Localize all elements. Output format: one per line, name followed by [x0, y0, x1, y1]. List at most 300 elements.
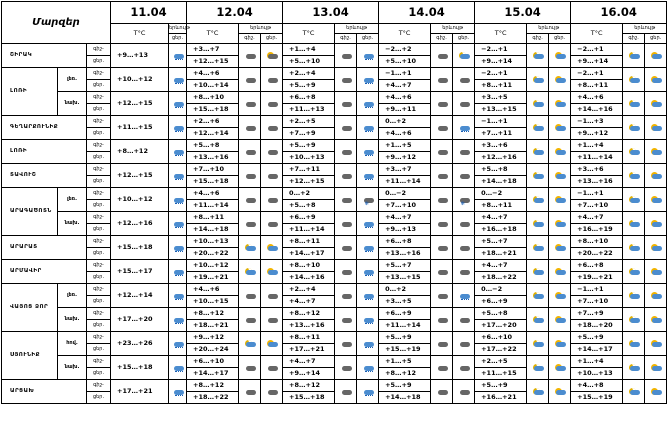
rain-icon	[172, 100, 184, 108]
temperature-cell: +5…+9	[379, 332, 431, 344]
weather-day-cell	[453, 140, 475, 164]
temperature-cell: +3…+5	[379, 296, 431, 308]
temperature-cell: +4…+7	[571, 212, 623, 224]
time-of-day: ցեր.	[87, 344, 111, 356]
rain-icon	[172, 388, 184, 396]
cloud-icon	[436, 124, 448, 132]
temperature-cell: +10…+12	[111, 68, 169, 92]
cloud-icon	[458, 388, 470, 396]
temperature-cell: +15…+18	[111, 236, 169, 260]
weather-cell	[169, 44, 187, 68]
temperature-cell: +4…+7	[475, 212, 527, 224]
weather-day-cell	[357, 284, 379, 308]
cloud-icon	[436, 340, 448, 348]
moon-icon	[628, 292, 640, 300]
weather-night-cell	[431, 236, 453, 260]
temperature-cell: +14…+18	[475, 176, 527, 188]
moon-icon	[628, 220, 640, 228]
temperature-cell: +1…+4	[283, 44, 335, 56]
temperature-cell: +6…+8	[283, 92, 335, 104]
weather-day-cell	[645, 308, 667, 332]
weather-night-cell	[527, 356, 549, 380]
cloud-icon	[244, 364, 256, 372]
date-header: 11.04	[111, 2, 187, 24]
sun-cloud-icon	[650, 172, 662, 180]
subregion-name: նախ.	[58, 212, 87, 236]
moon-icon	[532, 172, 544, 180]
cloud-icon	[340, 268, 352, 276]
temperature-cell: +9…+13	[379, 224, 431, 236]
temperature-cell: +12…+16	[111, 212, 169, 236]
sun-cloud-icon	[554, 124, 566, 132]
temperature-cell: +10…+12	[111, 188, 169, 212]
weather-day-cell	[453, 284, 475, 308]
sun-cloud-icon	[554, 388, 566, 396]
temperature-cell: +7…+10	[571, 200, 623, 212]
weather-night-cell	[431, 68, 453, 92]
weather-day-cell	[357, 140, 379, 164]
temperature-cell: +16…+19	[571, 224, 623, 236]
cloud-icon	[436, 244, 448, 252]
region-name: ԼՈՌԻ	[2, 68, 58, 116]
temperature-cell: +14…+18	[187, 224, 239, 236]
temperature-cell: +11…+14	[571, 152, 623, 164]
weather-night-cell	[335, 140, 357, 164]
time-of-day: գիշ-	[87, 380, 111, 392]
rain-icon	[172, 244, 184, 252]
cloud-icon	[266, 148, 278, 156]
temperature-cell: +11…+14	[379, 320, 431, 332]
weather-night-cell	[335, 332, 357, 356]
moon-icon	[628, 364, 640, 372]
cloud-icon	[458, 220, 470, 228]
weather-day-cell	[261, 68, 283, 92]
time-of-day: գիշ-	[87, 212, 111, 224]
weather-day-cell	[357, 332, 379, 356]
weather-night-cell	[239, 236, 261, 260]
temperature-cell: 0…+2	[379, 284, 431, 296]
temperature-cell: +13…+16	[571, 176, 623, 188]
rain-icon	[172, 364, 184, 372]
temperature-cell: +10…+13	[283, 152, 335, 164]
weather-night-cell	[527, 164, 549, 188]
temperature-cell: +14…+17	[571, 344, 623, 356]
temperature-cell: 0…−2	[379, 188, 431, 200]
weather-night-cell	[527, 140, 549, 164]
weather-night-cell	[239, 44, 261, 68]
weather-night-cell	[239, 164, 261, 188]
weather-night-cell	[335, 308, 357, 332]
time-of-day: գիշ-	[87, 188, 111, 200]
temperature-cell: +2…+4	[283, 68, 335, 80]
region-name: ԱՐՄԱՎԻՐ	[2, 260, 87, 284]
sun-cloud-icon	[554, 340, 566, 348]
temperature-cell: +13…+15	[475, 104, 527, 116]
region-name: ՍՅՈՒՆԻՔ	[2, 332, 58, 380]
weather-night-cell	[335, 92, 357, 116]
rain-icon	[172, 196, 184, 204]
temperature-cell: +19…+21	[187, 272, 239, 284]
subregion-name: նախ.	[58, 308, 87, 332]
sun-cloud-icon	[554, 244, 566, 252]
temperature-cell: +1…+4	[571, 140, 623, 152]
moon-icon	[628, 76, 640, 84]
weather-night-cell	[239, 140, 261, 164]
temperature-cell: +13…+16	[283, 320, 335, 332]
rain-icon	[172, 148, 184, 156]
rain-icon	[172, 172, 184, 180]
cloud-icon	[436, 268, 448, 276]
temperature-cell: +1…+4	[571, 356, 623, 368]
cloud-icon	[266, 364, 278, 372]
sun-cloud-icon	[266, 244, 278, 252]
cloud-icon	[436, 220, 448, 228]
sun-cloud-icon	[554, 220, 566, 228]
weather-day-cell	[549, 164, 571, 188]
weather-night-cell	[623, 260, 645, 284]
region-name: ԳԵՂԱՐՔՈՒՆԻՔ	[2, 116, 87, 140]
time-of-day: ցեր.	[87, 56, 111, 68]
date-header: 13.04	[283, 2, 379, 24]
time-of-day: ցեր.	[87, 392, 111, 404]
time-of-day: ցեր.	[87, 152, 111, 164]
temp-column-header: T°C	[187, 24, 239, 44]
moon-icon	[532, 220, 544, 228]
weather-night-cell	[527, 188, 549, 212]
temperature-cell: −2…+1	[571, 68, 623, 80]
temp-column-header: T°C	[379, 24, 431, 44]
snow-icon: ✻	[458, 196, 470, 204]
temperature-cell: +2…+5	[283, 116, 335, 128]
temperature-cell: +14…+16	[283, 272, 335, 284]
temperature-cell: +18…+21	[475, 248, 527, 260]
weather-day-cell	[357, 116, 379, 140]
weather-day-cell	[645, 332, 667, 356]
cloud-icon	[244, 220, 256, 228]
cloud-icon	[340, 76, 352, 84]
weather-night-cell	[623, 44, 645, 68]
weather-day-cell	[453, 68, 475, 92]
weather-night-cell	[335, 212, 357, 236]
temperature-cell: +4…+7	[283, 296, 335, 308]
time-of-day: գիշ-	[87, 332, 111, 344]
time-of-day: գիշ-	[87, 140, 111, 152]
day-subheader: ցեր.	[549, 34, 571, 44]
temperature-cell: 0…+2	[379, 116, 431, 128]
temp-column-header: T°C	[283, 24, 335, 44]
weather-day-cell	[549, 212, 571, 236]
subregion-name: նախ.	[58, 92, 87, 116]
sun-cloud-icon	[650, 364, 662, 372]
weather-night-cell	[239, 308, 261, 332]
cloud-icon	[340, 364, 352, 372]
moon-icon	[532, 148, 544, 156]
weather-night-cell	[431, 44, 453, 68]
temperature-cell: +5…+10	[379, 56, 431, 68]
temperature-cell: 0…+2	[283, 188, 335, 200]
moon-icon	[532, 388, 544, 396]
subregion-name: նախ.	[58, 356, 87, 380]
weather-night-cell	[623, 380, 645, 404]
weather-day-cell	[645, 44, 667, 68]
temperature-cell: +4…+6	[379, 128, 431, 140]
temperature-cell: 0…−2	[475, 284, 527, 296]
cloud-icon	[436, 364, 448, 372]
time-of-day: ցեր.	[87, 80, 111, 92]
weather-night-cell	[623, 68, 645, 92]
temperature-cell: +10…+14	[187, 80, 239, 92]
moon-icon	[628, 100, 640, 108]
time-of-day: գիշ-	[87, 116, 111, 128]
temperature-cell: +5…+9	[283, 140, 335, 152]
weather-day-cell	[453, 380, 475, 404]
weather-night-cell	[239, 92, 261, 116]
cloud-icon	[458, 172, 470, 180]
weather-day-cell	[645, 68, 667, 92]
forecast-row	[2, 260, 667, 272]
weather-night-cell	[431, 164, 453, 188]
temperature-cell: +5…+9	[379, 380, 431, 392]
rain-icon	[362, 148, 374, 156]
sun-cloud-icon	[650, 316, 662, 324]
cloud-icon	[244, 172, 256, 180]
sun-cloud-icon	[554, 100, 566, 108]
weather-day-cell	[549, 92, 571, 116]
rain-icon	[362, 388, 374, 396]
cloud-icon	[436, 316, 448, 324]
forecast-row	[2, 284, 667, 296]
temperature-cell: +15…+18	[187, 176, 239, 188]
temperature-cell: +11…+14	[187, 200, 239, 212]
temperature-cell: +15…+18	[187, 104, 239, 116]
sun-cloud-icon	[650, 52, 662, 60]
weather-night-cell	[335, 68, 357, 92]
weather-day-cell	[549, 356, 571, 380]
time-of-day: ցեր.	[87, 200, 111, 212]
temperature-cell: +2…+5	[475, 356, 527, 368]
cloud-icon	[340, 316, 352, 324]
temperature-cell: +6…+8	[571, 260, 623, 272]
forecast-row	[2, 212, 667, 224]
cloud-icon	[340, 172, 352, 180]
wx-column-header: երևույթ	[527, 24, 571, 34]
sun-cloud-icon	[650, 220, 662, 228]
moon-icon	[532, 196, 544, 204]
time-of-day: ցեր.	[87, 272, 111, 284]
weather-day-cell	[645, 260, 667, 284]
temperature-cell: +17…+20	[111, 308, 169, 332]
weather-night-cell	[431, 308, 453, 332]
sun-cloud-icon	[650, 196, 662, 204]
weather-night-cell	[431, 380, 453, 404]
sun-cloud-icon	[650, 76, 662, 84]
weather-day-cell	[453, 236, 475, 260]
temperature-cell: −2…+1	[571, 44, 623, 56]
weather-day-cell	[549, 380, 571, 404]
forecast-row	[2, 140, 667, 152]
weather-day-cell	[645, 92, 667, 116]
temperature-cell: +3…+6	[571, 164, 623, 176]
region-name: ՎԱՅՈՑ ՁՈՐ	[2, 284, 58, 332]
temperature-cell: +6…+8	[379, 236, 431, 248]
temperature-cell: −1…+1	[571, 188, 623, 200]
rain-icon	[362, 364, 374, 372]
weather-day-cell	[357, 164, 379, 188]
temperature-cell: +14…+17	[187, 368, 239, 380]
temp-column-header: T°C	[111, 24, 169, 44]
weather-night-cell	[431, 212, 453, 236]
weather-cell	[169, 92, 187, 116]
weather-cell	[169, 116, 187, 140]
forecast-row	[2, 308, 667, 320]
weather-night-cell	[335, 236, 357, 260]
temperature-cell: +17…+21	[283, 344, 335, 356]
temperature-cell: +5…+7	[475, 236, 527, 248]
moon-icon	[244, 244, 256, 252]
rain-icon	[362, 316, 374, 324]
sun-cloud-icon	[554, 268, 566, 276]
temperature-cell: +4…+6	[379, 92, 431, 104]
temperature-cell: +12…+16	[475, 152, 527, 164]
cloud-icon	[340, 388, 352, 396]
temperature-cell: +6…+9	[283, 212, 335, 224]
weather-night-cell	[623, 92, 645, 116]
moon-icon	[628, 316, 640, 324]
temperature-cell: +15…+19	[379, 344, 431, 356]
weather-night-cell	[335, 260, 357, 284]
temperature-cell: +5…+8	[475, 308, 527, 320]
moon-icon	[244, 268, 256, 276]
day-subheader: ցեր.	[261, 34, 283, 44]
weather-night-cell	[335, 284, 357, 308]
temperature-cell: +5…+9	[571, 332, 623, 344]
forecast-row	[2, 356, 667, 368]
weather-day-cell	[357, 68, 379, 92]
rain-icon	[172, 76, 184, 84]
temperature-cell: +8…+12	[187, 308, 239, 320]
weather-night-cell	[335, 380, 357, 404]
time-of-day: գիշ-	[87, 260, 111, 272]
cloud-sun-icon	[266, 52, 278, 60]
rain-icon	[362, 52, 374, 60]
temperature-cell: +16…+18	[475, 224, 527, 236]
temperature-cell: +4…+7	[379, 212, 431, 224]
moon-icon	[532, 268, 544, 276]
rain-icon	[362, 124, 374, 132]
time-of-day: գիշ-	[87, 68, 111, 80]
temperature-cell: +5…+9	[283, 80, 335, 92]
temperature-cell: +17…+20	[475, 320, 527, 332]
temperature-cell: +5…+7	[379, 260, 431, 272]
weather-night-cell	[527, 236, 549, 260]
cloud-icon	[244, 292, 256, 300]
weather-day-cell	[261, 284, 283, 308]
temperature-cell: +18…+22	[475, 272, 527, 284]
time-of-day: ցեր.	[87, 104, 111, 116]
time-of-day: ցեր.	[87, 368, 111, 380]
temperature-cell: +11…+14	[283, 224, 335, 236]
moon-rain-icon	[458, 52, 470, 60]
date-header: 16.04	[571, 2, 667, 24]
temperature-cell: +13…+16	[379, 248, 431, 260]
weather-night-cell	[335, 44, 357, 68]
weather-night-cell	[335, 356, 357, 380]
temperature-cell: +8…+10	[187, 92, 239, 104]
cloud-icon	[458, 340, 470, 348]
temperature-cell: +8…+10	[571, 236, 623, 248]
cloud-icon	[458, 316, 470, 324]
cloud-icon	[436, 52, 448, 60]
temp-column-header: T°C	[475, 24, 527, 44]
wx-column-header: երևույթ	[335, 24, 379, 34]
temperature-cell: +20…+24	[187, 344, 239, 356]
weather-cell	[169, 356, 187, 380]
sun-cloud-icon	[650, 124, 662, 132]
temperature-cell: +13…+15	[379, 272, 431, 284]
time-of-day: գիշ-	[87, 308, 111, 320]
time-of-day: ցեր.	[87, 176, 111, 188]
temperature-cell: +20…+22	[571, 248, 623, 260]
moon-icon	[532, 316, 544, 324]
rain-icon	[362, 292, 374, 300]
temperature-cell: +17…+22	[475, 344, 527, 356]
subregion-name: հով.	[58, 332, 87, 356]
weather-day-cell	[357, 212, 379, 236]
weather-cell	[169, 284, 187, 308]
weather-night-cell	[527, 308, 549, 332]
weather-night-cell	[623, 356, 645, 380]
weather-night-cell	[239, 380, 261, 404]
weather-night-cell	[431, 284, 453, 308]
forecast-row	[2, 188, 667, 200]
temperature-cell: +14…+16	[571, 104, 623, 116]
temperature-cell: +15…+17	[111, 260, 169, 284]
sun-cloud-icon	[554, 364, 566, 372]
day-subheader: ցեր.	[357, 34, 379, 44]
rain-icon	[172, 340, 184, 348]
sun-cloud-icon	[554, 292, 566, 300]
cloud-icon	[340, 124, 352, 132]
rain-icon	[172, 316, 184, 324]
temperature-cell: +3…+5	[475, 92, 527, 104]
temperature-cell: +8…+11	[283, 332, 335, 344]
weather-night-cell	[239, 116, 261, 140]
rain-icon	[362, 244, 374, 252]
weather-day-cell	[357, 380, 379, 404]
temperature-cell: +14…+17	[283, 248, 335, 260]
weather-night-cell	[623, 212, 645, 236]
temperature-cell: +8…+11	[283, 236, 335, 248]
temperature-cell: +8…+11	[475, 80, 527, 92]
cloud-icon	[436, 196, 448, 204]
weather-night-cell	[527, 380, 549, 404]
weather-cell	[169, 164, 187, 188]
cloud-icon	[340, 148, 352, 156]
corner-header: Մարզեր	[2, 2, 111, 44]
weather-day-cell	[357, 260, 379, 284]
wx-column-header: երևույթ	[169, 24, 187, 34]
moon-icon	[628, 148, 640, 156]
cloud-icon	[340, 220, 352, 228]
weather-night-cell	[335, 188, 357, 212]
time-of-day: գիշ-	[87, 92, 111, 104]
rain-icon	[172, 52, 184, 60]
temperature-cell: +9…+13	[111, 44, 169, 68]
moon-icon	[532, 364, 544, 372]
region-name: ՏԱՎՈՒՇ	[2, 164, 87, 188]
temperature-cell: +18…+22	[187, 392, 239, 404]
temperature-cell: +16…+21	[475, 392, 527, 404]
